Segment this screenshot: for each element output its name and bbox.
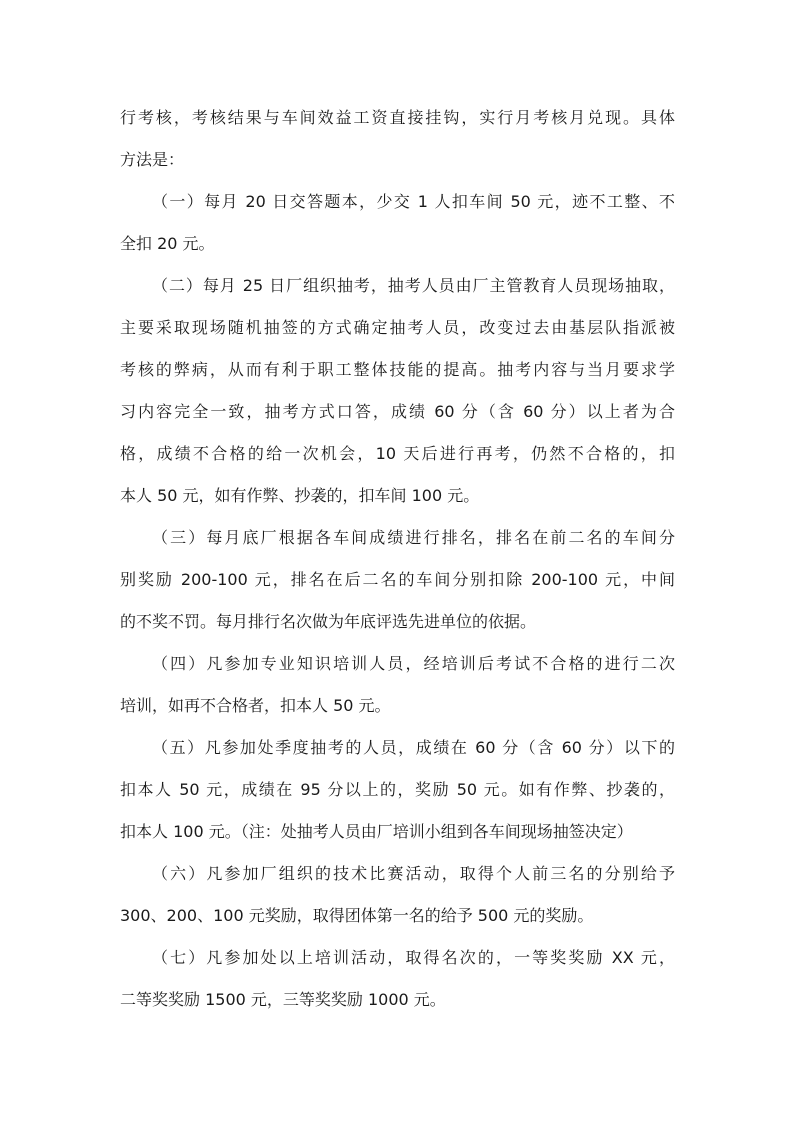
text-line: （四）凡参加专业知识培训人员，经培训后考试不合格的进行二次 <box>152 654 675 673</box>
text-line: 培训，如再不合格者，扣本人 50 元。 <box>120 696 391 715</box>
text-line: 格，成绩不合格的给一次机会，10 天后进行再考，仍然不合格的，扣 <box>120 444 675 463</box>
text-line: 扣本人 50 元，成绩在 95 分以上的，奖励 50 元。如有作弊、抄袭的， <box>120 780 675 799</box>
text-line: 全扣 20 元。 <box>120 234 215 253</box>
text-line: （七）凡参加处以上培训活动，取得名次的，一等奖奖励 XX 元， <box>152 948 675 967</box>
text-line: 别奖励 200-100 元，排名在后二名的车间分别扣除 200-100 元，中间 <box>120 570 675 589</box>
text-line: 本人 50 元，如有作弊、抄袭的，扣车间 100 元。 <box>120 486 480 505</box>
text-line: 的不奖不罚。每月排行名次做为年底评选先进单位的依据。 <box>120 612 537 631</box>
text-line: （一）每月 20 日交答题本，少交 1 人扣车间 50 元，迹不工整、不 <box>152 192 675 211</box>
text-line: （六）凡参加厂组织的技术比赛活动，取得个人前三名的分别给予 <box>152 864 675 883</box>
text-line: 行考核，考核结果与车间效益工资直接挂钩，实行月考核月兑现。具体 <box>120 108 675 127</box>
text-line: 考核的弊病，从而有利于职工整体技能的提高。抽考内容与当月要求学 <box>120 360 675 379</box>
text-line: 习内容完全一致，抽考方式口答，成绩 60 分（含 60 分）以上者为合 <box>120 402 675 421</box>
text-line: （二）每月 25 日厂组织抽考，抽考人员由厂主管教育人员现场抽取， <box>152 276 675 295</box>
text-line: （五）凡参加处季度抽考的人员，成绩在 60 分（含 60 分）以下的 <box>152 738 675 757</box>
text-line: 300、200、100 元奖励，取得团体第一名的给予 500 元的奖励。 <box>120 906 594 925</box>
text-line: 扣本人 100 元。（注：处抽考人员由厂培训小组到各车间现场抽签决定） <box>120 822 633 841</box>
text-line: （三）每月底厂根据各车间成绩进行排名，排名在前二名的车间分 <box>152 528 675 547</box>
text-line: 方法是： <box>120 150 185 169</box>
text-line: 主要采取现场随机抽签的方式确定抽考人员，改变过去由基层队指派被 <box>120 318 675 337</box>
text-line: 二等奖奖励 1500 元，三等奖奖励 1000 元。 <box>120 990 446 1009</box>
